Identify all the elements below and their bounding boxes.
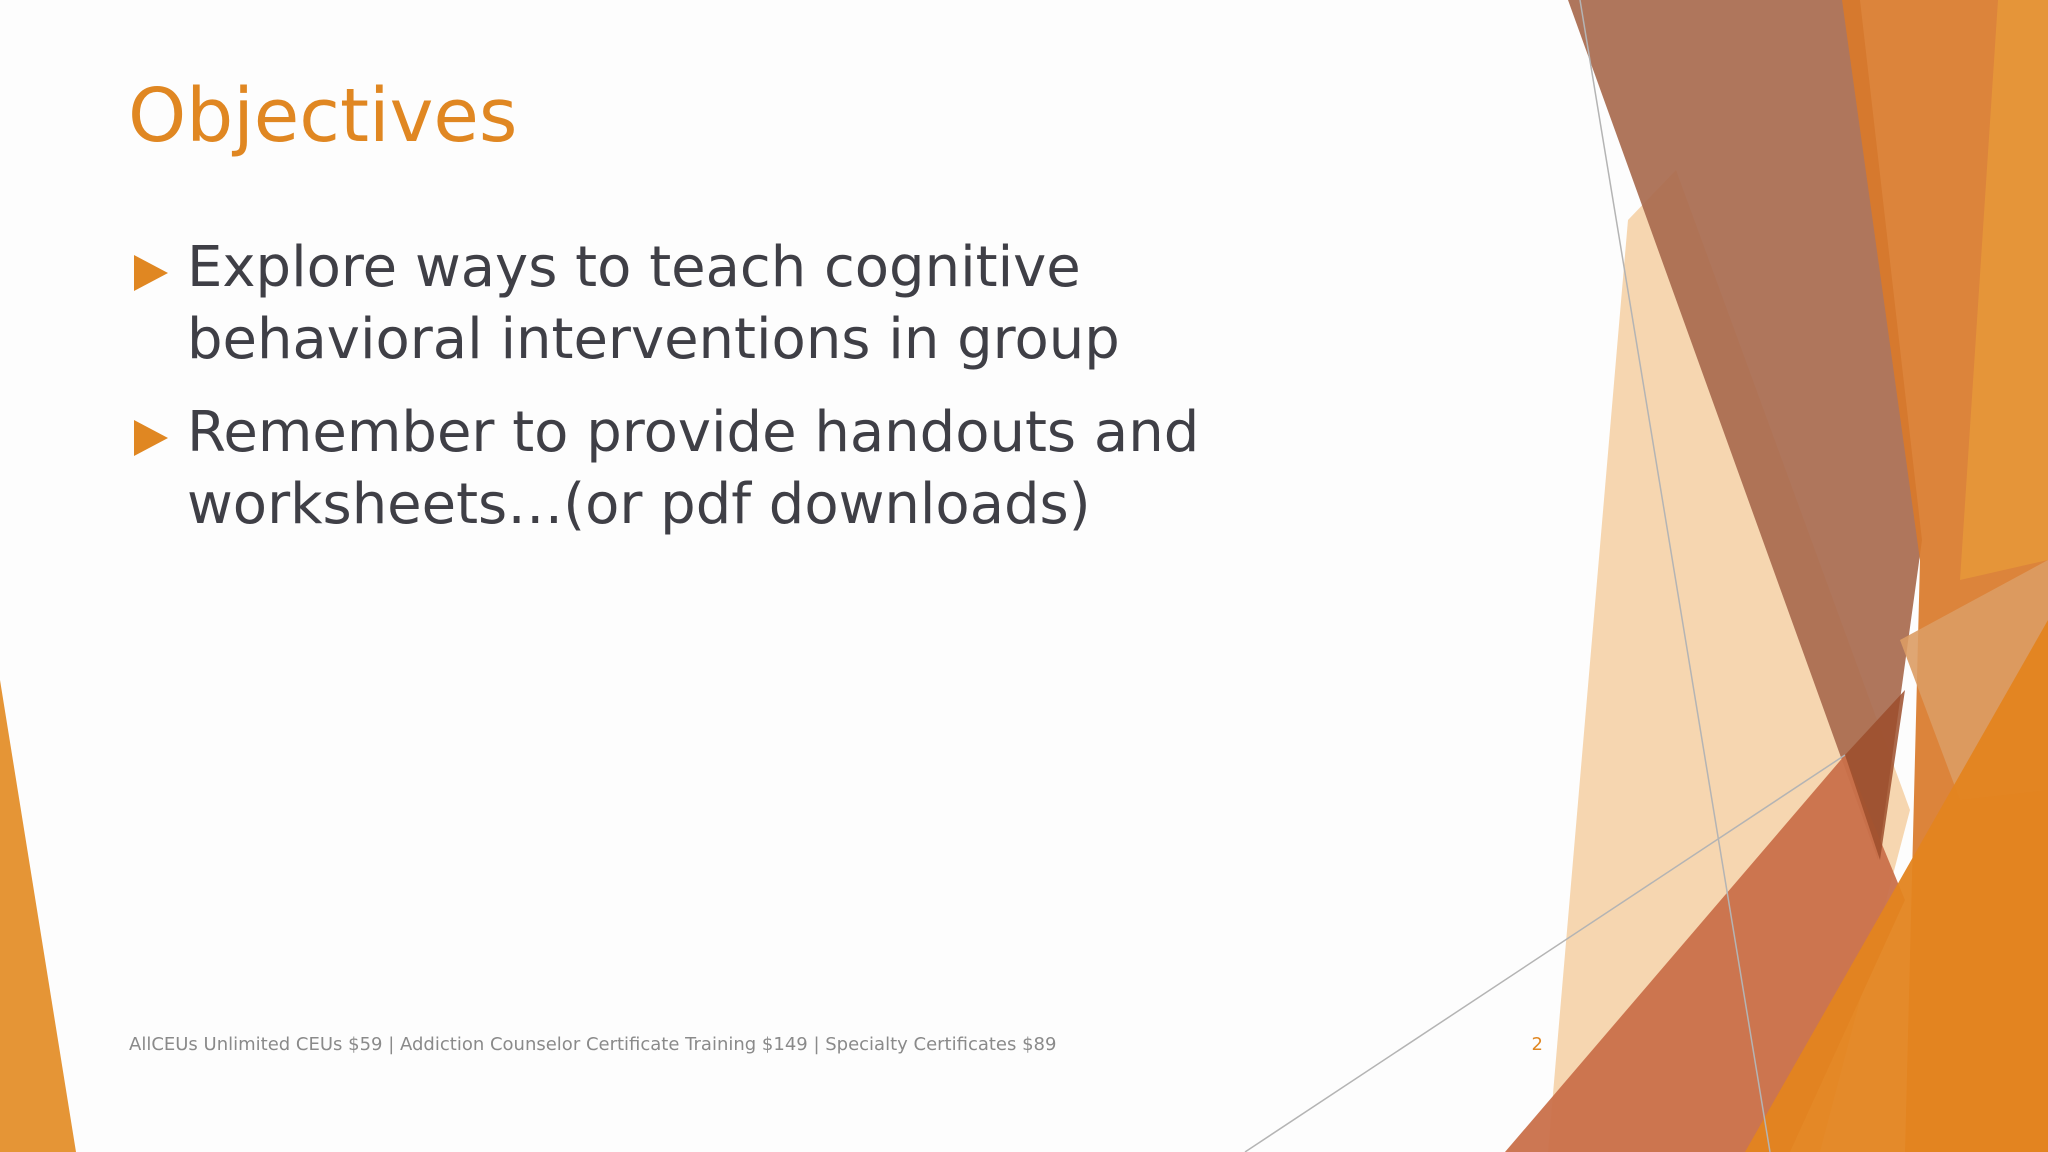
- left-orange-wedge-shape: [0, 680, 76, 1152]
- bullet-text: Remember to provide handouts and worksheets…(or pdf downloads): [187, 400, 1200, 537]
- slide-title: Objectives: [128, 73, 518, 159]
- bullet-text: Explore ways to teach cognitive behavioral interventions in group: [187, 235, 1120, 372]
- bullet-item: [128, 397, 1388, 541]
- bullet-item: [128, 232, 1388, 376]
- footer-text: AllCEUs Unlimited CEUs $59 | Addiction Counselor Certificate Training $149 | Specialty Certificates $89: [129, 1034, 1057, 1055]
- bullet-list: [128, 232, 1388, 562]
- triangle-bullet-icon: [134, 255, 168, 291]
- triangle-bullet-icon: [134, 420, 168, 456]
- right-facet-shapes: [1505, 0, 2048, 1152]
- page-number: 2: [1531, 1034, 1543, 1055]
